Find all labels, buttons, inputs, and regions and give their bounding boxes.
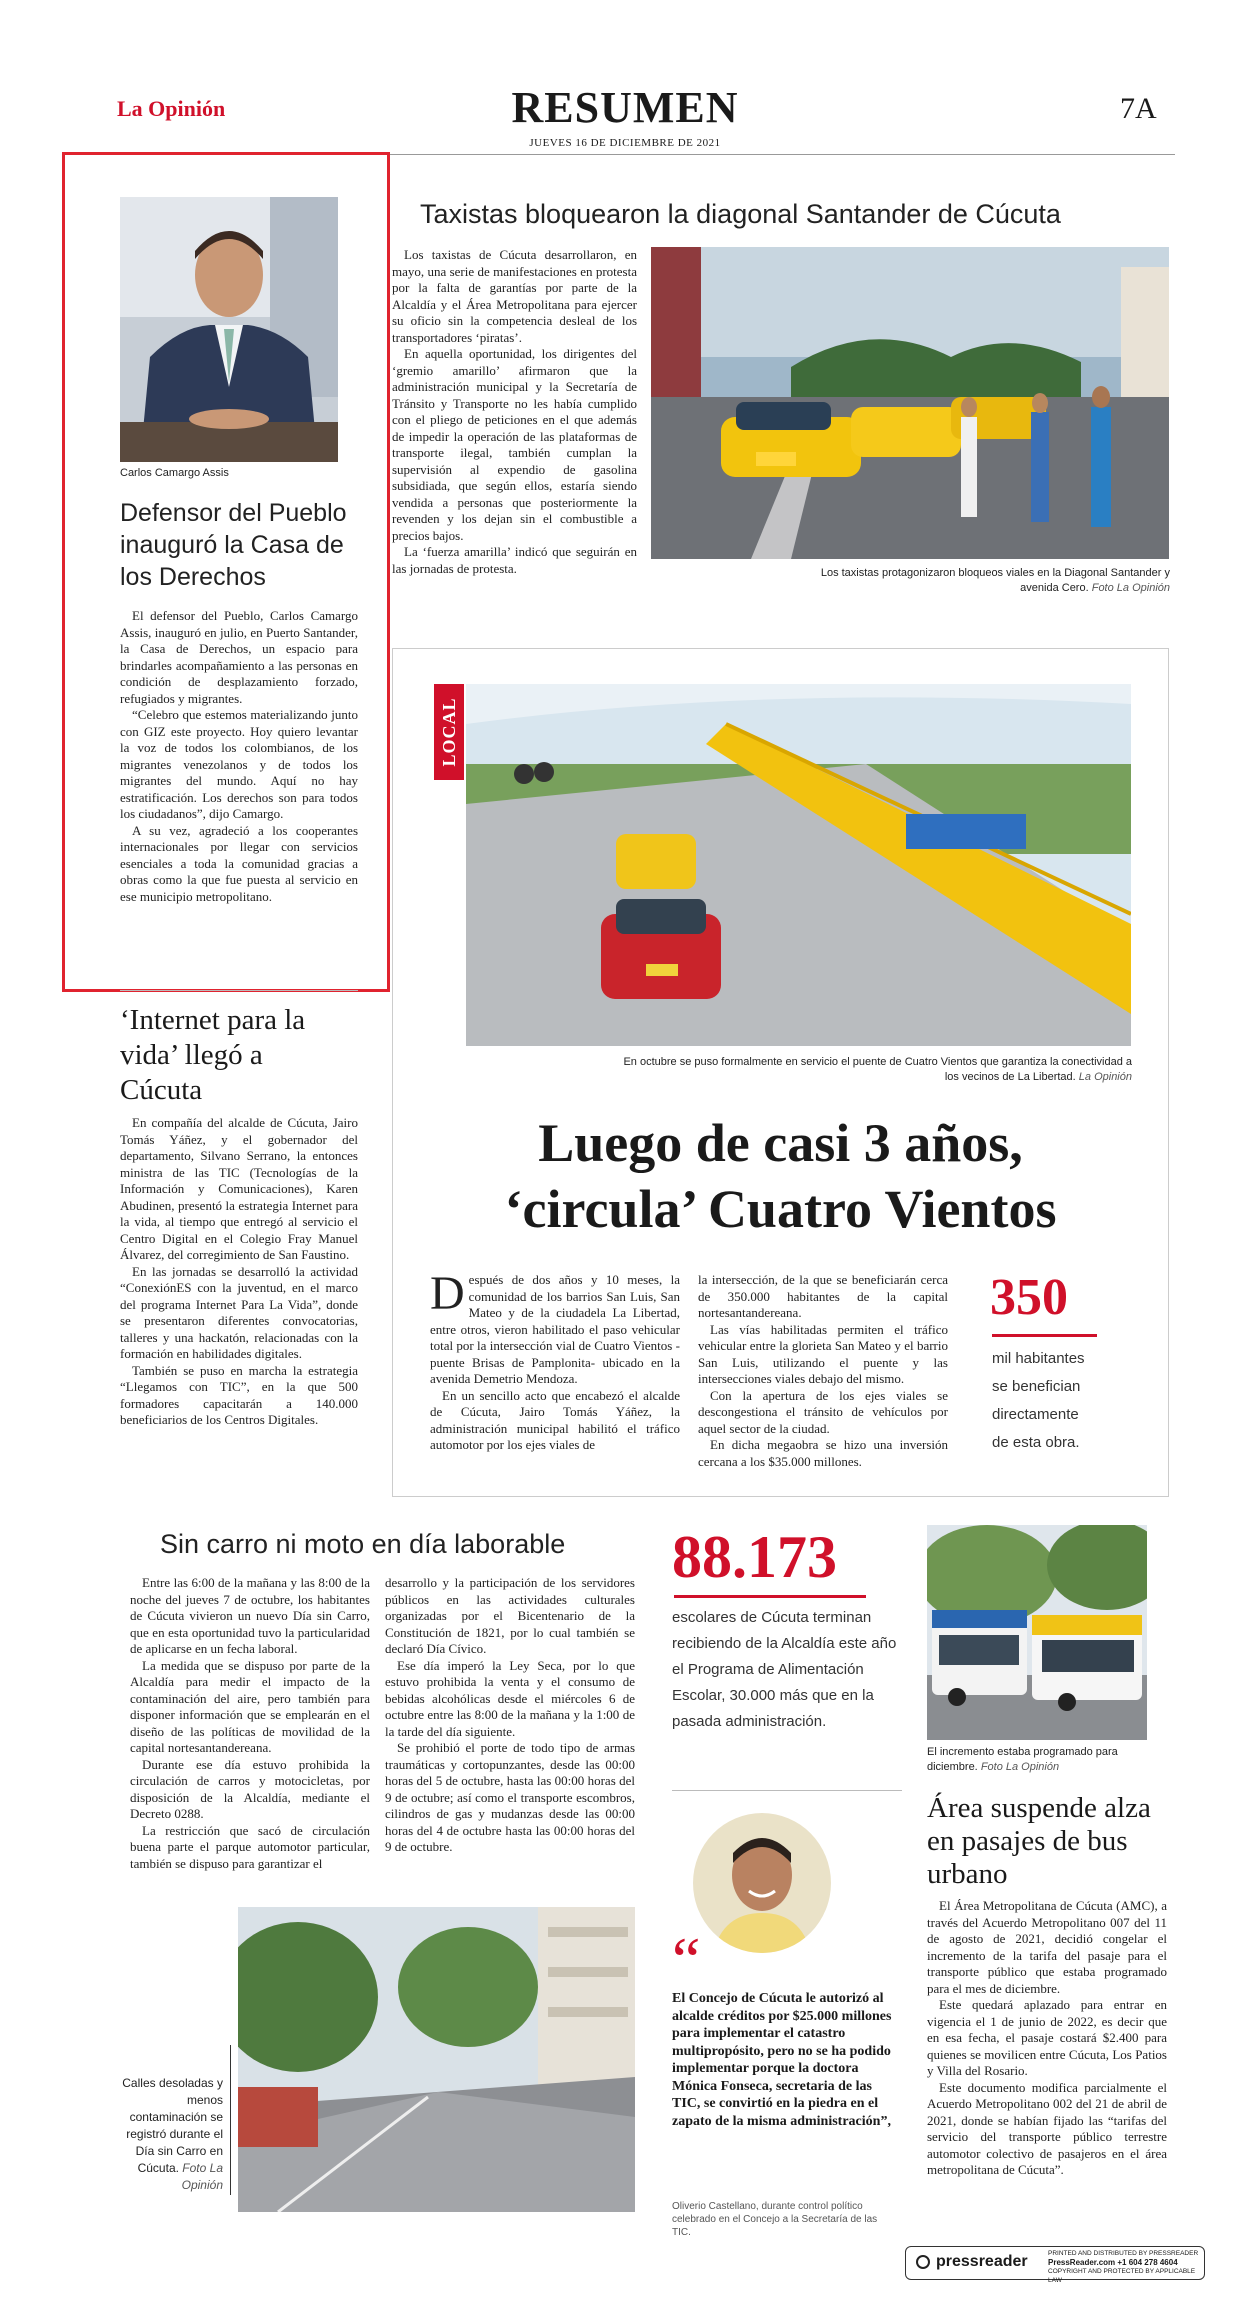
pressreader-line: PRINTED AND DISTRIBUTED BY PRESSREADER bbox=[1048, 2250, 1199, 2257]
stat-label-line: se benefician bbox=[992, 1378, 1081, 1395]
sin-carro-paragraph: Ese día imperó la Ley Seca, por lo que estuvo prohibida la venta y el consumo de bebidas alcohólicas desde el miércoles 6 de octubre entre las 8:00 de la mañana y la 1:00 de la tarde del día siguiente. bbox=[385, 1657, 635, 1739]
area-body bbox=[927, 1898, 1167, 2179]
pressreader-notice bbox=[1048, 2249, 1200, 2285]
sin-carro-caption-credit: Foto La Opinión bbox=[181, 2161, 223, 2192]
cuatro-vientos-caption-text: En octubre se puso formalmente en servicio el puente de Cuatro Vientos que garantiza la conectividad a los vecinos de La Libertad. bbox=[623, 1056, 1132, 1083]
area-photo bbox=[927, 1525, 1147, 1740]
pressreader-line: COPYRIGHT AND PROTECTED BY APPLICABLE LAW bbox=[1048, 2268, 1196, 2284]
sin-carro-col2 bbox=[385, 1575, 635, 1856]
cuatro-vientos-col2 bbox=[698, 1272, 948, 1470]
sin-carro-paragraph: Durante ese día estuvo prohibida la circulación de carros y motocicletas, por disposición de la Alcaldía, mediante el Decreto 0288. bbox=[130, 1756, 370, 1821]
cuatro-vientos-lead-text: espués de dos años y 10 meses, la comunidad de los barrios San Luis, San Mateo y de la ciudadela La Libertad, entre otros, vieron habilitado el paso vehicular total por la intersección vial de Cuatro Vientos - puente Brisas de Pamplonita- ubicado en la avenida Demetrio Mendoza. bbox=[430, 1272, 680, 1386]
pressreader-badge[interactable] bbox=[905, 2246, 1205, 2284]
local-tag-label: LOCAL bbox=[439, 697, 459, 767]
cuatro-vientos-headline-line: ‘circula’ Cuatro Vientos bbox=[504, 1179, 1057, 1239]
caption-rule bbox=[230, 2045, 231, 2195]
column-rule bbox=[672, 1790, 902, 1791]
taxistas-paragraph: La ‘fuerza amarilla’ indicó que seguirán en las jornadas de protesta. bbox=[392, 544, 637, 576]
quote-mark: “ bbox=[672, 1924, 701, 1995]
taxistas-caption-text: Los taxistas protagonizaron bloqueos viales en la Diagonal Santander y avenida Cero. bbox=[820, 567, 1170, 594]
dropcap: D bbox=[430, 1267, 465, 1320]
sin-carro-caption bbox=[118, 2075, 223, 2194]
page-number: 7A bbox=[1120, 92, 1157, 125]
area-headline: Área suspende alza en pasajes de bus urbano bbox=[927, 1792, 1151, 1890]
internet-paragraph: En compañía del alcalde de Cúcuta, Jairo Tomás Yáñez, y el gobernador del departamento, Silvano Serrano, la entonces ministra de las TIC (Tecnologías de la Información y Comunicaciones), Karen Abudinen, presentó la estrategia Internet para la vida, al tiempo que entregó al servicio el Centro Digital en el Colegio Fray Manuel Álvarez, del corregimiento de San Faustino. bbox=[120, 1115, 358, 1262]
cuatro-vientos-lead bbox=[430, 1267, 680, 1388]
escolares-text: escolares de Cúcuta terminan recibiendo de la Alcaldía este año el Programa de Alimentación Escolar, 30.000 más que en la pasada administración. bbox=[672, 1609, 897, 1730]
escolares-number: 88.173 bbox=[672, 1524, 837, 1590]
brand-logo: La Opinión bbox=[117, 96, 226, 121]
cuatro-vientos-paragraph: En un sencillo acto que encabezó el alcalde de Cúcuta, Jairo Tomás Yáñez, la administración municipal habilitó el tráfico automotor por los ejes viales de bbox=[430, 1387, 680, 1452]
stat-label-line: de esta obra. bbox=[992, 1434, 1080, 1451]
defensor-photo-caption: Carlos Camargo Assis bbox=[120, 467, 229, 479]
taxistas-photo bbox=[651, 247, 1169, 559]
taxistas-body bbox=[392, 247, 637, 577]
area-paragraph: Este quedará aplazado para entrar en vigencia el 1 de junio de 2022, es decir que en esa fecha, el pasaje costará $2.400 para quienes se movilicen entre Cúcuta, Los Patios y Villa del Rosario. bbox=[927, 1997, 1167, 2078]
sin-carro-paragraph: La restricción que sacó de circulación buena parte el parque automotor particular, también se dispuso para garantizar el bbox=[130, 1822, 370, 1871]
defensor-paragraph: El defensor del Pueblo, Carlos Camargo Assis, inauguró en julio, en Puerto Santander, la Casa de Derechos, un espacio para brindarles acompañamiento a las personas en condición de desplazamiento forzado, refugiados y migrantes. bbox=[120, 608, 358, 706]
defensor-photo bbox=[120, 197, 338, 462]
quote-portrait bbox=[693, 1813, 831, 1953]
area-photo-caption-text: El incremento estaba programado para diciembre. bbox=[927, 1746, 1118, 1773]
defensor-paragraph: A su vez, agradeció a los cooperantes internacionales por llegar con servicios esenciales a toda la comunidad gracias a obras como la que fue puesta al servicio en ese municipio metropolitano. bbox=[120, 822, 358, 904]
taxistas-caption-credit: Foto La Opinión bbox=[1091, 582, 1170, 594]
cuatro-vientos-caption bbox=[620, 1055, 1132, 1085]
taxistas-headline: Taxistas bloquearon la diagonal Santander de Cúcuta bbox=[420, 199, 1061, 229]
sin-carro-paragraph: La medida que se dispuso por parte de la Alcaldía para medir el impacto de la contaminación del aire, pero también para disponer información que se emplearán en el diseño de las políticas de movilidad de la capital nortesantandereana. bbox=[130, 1657, 370, 1755]
internet-body bbox=[120, 1115, 358, 1429]
stat-underline bbox=[992, 1334, 1097, 1337]
pressreader-logo: pressreader bbox=[936, 2253, 1028, 2270]
defensor-body bbox=[120, 608, 358, 905]
area-paragraph: Este documento modifica parcialmente el Acuerdo Metropolitano 002 del 21 de abril de 2021, donde se habían fijado las “tarifas del servicio del transporte público terrestre automotor colectivo de pasajeros en el área metropolitana de Cúcuta”. bbox=[927, 2079, 1167, 2177]
taxistas-caption bbox=[820, 566, 1170, 596]
area-paragraph: El Área Metropolitana de Cúcuta (AMC), a través del Acuerdo Metropolitano 007 del 11 de agosto de 2021, decidió congelar el incremento de la tarifa del pasaje para el transporte público que estaba programado para el mes de diciembre. bbox=[927, 1898, 1167, 1996]
pressreader-icon bbox=[916, 2255, 930, 2269]
defensor-headline: Defensor del Pueblo inauguró la Casa de los Derechos bbox=[120, 499, 347, 591]
cuatro-vientos-headline bbox=[392, 1110, 1169, 1242]
area-photo-caption-credit: Foto La Opinión bbox=[980, 1761, 1060, 1773]
sin-carro-photo bbox=[238, 1907, 635, 2212]
cuatro-vientos-paragraph: Las vías habilitadas permiten el tráfico vehicular entre la glorieta San Mateo y el barrio San Luis, utilizando el puente y las intersecciones viales debajo del mismo. bbox=[698, 1321, 948, 1386]
escolares-underline bbox=[674, 1595, 866, 1598]
sin-carro-col1 bbox=[130, 1575, 370, 1872]
stat-label bbox=[992, 1345, 1142, 1457]
defensor-paragraph: “Celebro que estemos materializando junto con GIZ este proyecto. Hoy quiero levantar la voz de todos los colombianos, de los migrantes venezolanos y de todos los migrantes del mundo. Aquí no hay estratificación. Los derechos son para todos los ciudadanos”, dijo Camargo. bbox=[120, 707, 358, 821]
cuatro-vientos-headline-line: Luego de casi 3 años, bbox=[538, 1113, 1023, 1173]
internet-headline: ‘Internet para la vida’ llegó a Cúcuta bbox=[120, 1004, 306, 1106]
issue-date: JUEVES 16 DE DICIEMBRE DE 2021 bbox=[529, 137, 721, 149]
stat-label-line: directamente bbox=[992, 1406, 1079, 1423]
sin-carro-paragraph: Se prohibió el porte de todo tipo de armas traumáticas y cortopunzantes, desde las 00:00 horas del 5 de octubre, hasta las 00:00 horas del 9 de octubre; así como el transporte escombros, cilindros de gas y mudanzas desde las 00:00 horas del 4 de octubre hasta las 00:00 horas del 9 de octubre. bbox=[385, 1740, 635, 1854]
cuatro-vientos-photo bbox=[466, 684, 1131, 1046]
taxistas-paragraph: Los taxistas de Cúcuta desarrollaron, en mayo, una serie de manifestaciones en protesta por la falta de garantías por parte de la Alcaldía y el Área Metropolitana para ejercer su oficio sin la competencia desleal de los transportadores ‘piratas’. bbox=[392, 247, 637, 345]
quote-text: El Concejo de Cúcuta le autorizó al alcalde créditos por $25.000 millones para implementar el catastro multipropósito, pero no se ha podido implementar porque la doctora Mónica Fonseca, secretaria de las TIC, se convirtió en la piedra en el zapato de la misma administración”, bbox=[672, 1991, 892, 2129]
sin-carro-caption-text: Calles desoladas y menos contaminación se registró durante el Día sin Carro en Cúcuta. bbox=[122, 2076, 223, 2175]
pressreader-line: PressReader.com +1 604 278 4604 bbox=[1048, 2258, 1178, 2267]
area-photo-caption bbox=[927, 1745, 1157, 1775]
cuatro-vientos-paragraph: En dicha megaobra se hizo una inversión cercana a los $35.000 millones. bbox=[698, 1437, 948, 1469]
stat-label-line: mil habitantes bbox=[992, 1350, 1085, 1367]
internet-paragraph: También se puso en marcha la estrategia “Llegamos con TIC”, en la que 500 formadores capacitarán a 140.000 beneficiarios de los Centros Digitales. bbox=[120, 1362, 358, 1427]
column-rule bbox=[120, 990, 358, 991]
sin-carro-headline: Sin carro ni moto en día laborable bbox=[160, 1529, 566, 1559]
sin-carro-paragraph: desarrollo y la participación de los servidores públicos en las actividades culturales organizadas por el Bicentenario de la Constitución de 1821, por lo cual también se declaró Día Cívico. bbox=[385, 1575, 635, 1656]
taxistas-paragraph: En aquella oportunidad, los dirigentes del ‘gremio amarillo’ afirmaron que la administración municipal y la Secretaría de Tránsito y Transporte no les había cumplido con el pliego de peticiones en el que además de impedir la operación de las plataformas de transporte ilegal, también cumplan la supervisión al expendio de gasolina subsidiada, que según ellos, estaría siendo vendida a personas que posteriormente la revenden y los dejan sin el combustible a precios bajos. bbox=[392, 346, 637, 543]
cuatro-vientos-caption-credit: La Opinión bbox=[1078, 1071, 1132, 1083]
quote-attribution: Oliverio Castellano, durante control político celebrado en el Concejo a la Secretaría de las TIC. bbox=[672, 2201, 878, 2238]
stat-number: 350 bbox=[990, 1269, 1068, 1326]
cuatro-vientos-paragraph: Con la apertura de los ejes viales se descongestiona el tránsito de vehículos por aquel sector de la ciudad. bbox=[698, 1387, 948, 1436]
cuatro-vientos-col1 bbox=[430, 1267, 680, 1454]
section-title: RESUMEN bbox=[511, 83, 739, 132]
cuatro-vientos-paragraph: la intersección, de la que se beneficiarán cerca de 350.000 habitantes de la capital nortesantandereana. bbox=[698, 1272, 948, 1320]
internet-paragraph: En las jornadas se desarrolló la actividad “ConexiónES con la juventud, en el marco del programa Internet Para La Vida”, donde se presentaron diferentes convocatorias, talleres y una hackatón, relacionadas con la formación en habilidades digitales. bbox=[120, 1263, 358, 1361]
sin-carro-paragraph: Entre las 6:00 de la mañana y las 8:00 de la noche del jueves 7 de octubre, los habitantes de Cúcuta vivieron un nuevo Día sin Carro, que en esta oportunidad tuvo la particularidad de aplicarse en un fecha laboral. bbox=[130, 1575, 370, 1656]
local-tag bbox=[434, 684, 464, 780]
